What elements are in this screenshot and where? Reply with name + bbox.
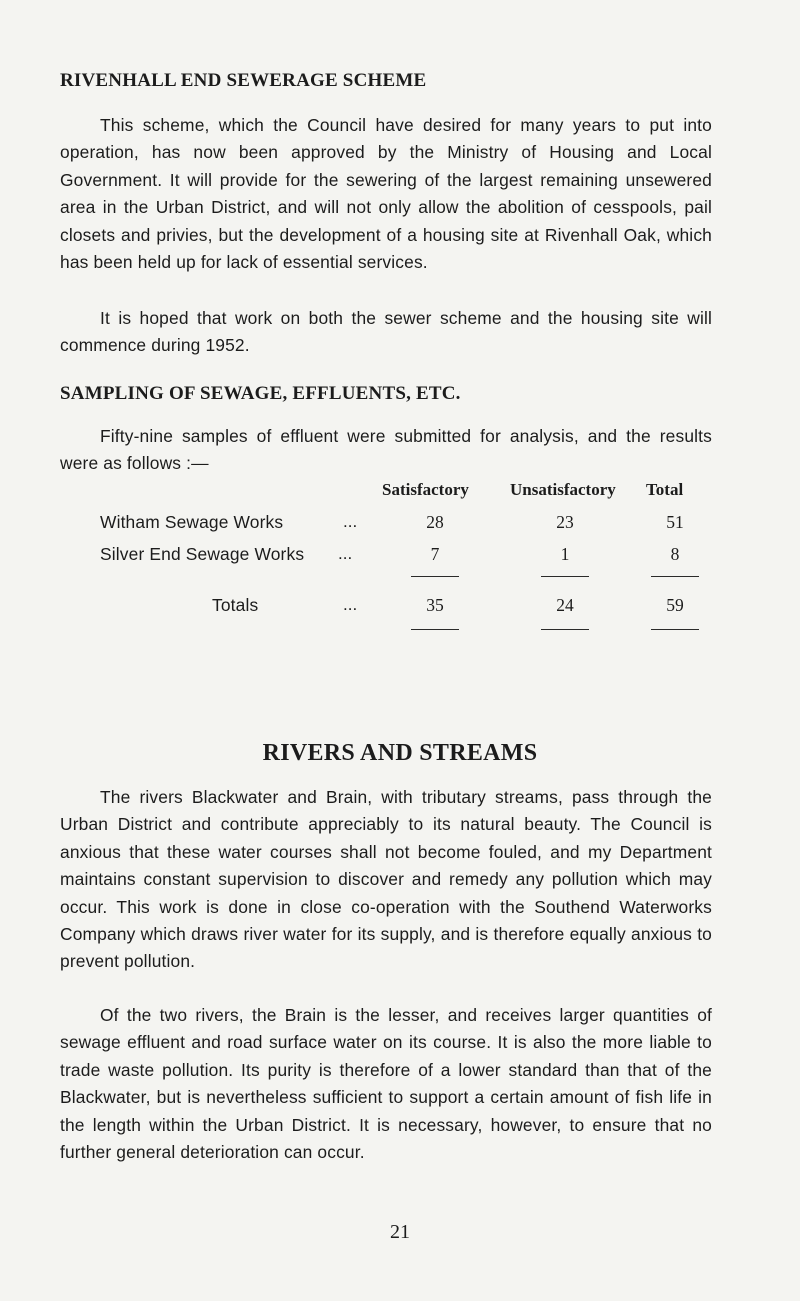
paragraph-rivenhall-1: This scheme, which the Council have desired for many years to put into operation, has now been approved by the Ministry of Housing and Local Government. It will provide for the sewering of the largest remaining unsewered area in the Urban District, and will not only allow the abolition of cesspools, pail closets and privies, but the development of a housing site at Rivenhall Oak, which has been held up for lack of essential services. <box>60 115 712 273</box>
rule-total-top <box>651 576 699 577</box>
rule-satisfactory-top <box>411 576 459 577</box>
rule-unsatisfactory-bottom <box>541 629 589 630</box>
row-label-silver-end: Silver End Sewage Works <box>100 544 305 564</box>
paragraph-rivers-1: The rivers Blackwater and Brain, with tributary streams, pass through the Urban District and contribute appreciably to its natural beauty. The Council is anxious that these water courses shall not become fouled, and my Department maintains constant supervision to discover and remedy any pollution which may occur. This work is done in close co-operation with the Southend Waterworks Company which draws river water for its supply, and is therefore equally anxious to prevent pollution. <box>60 787 712 972</box>
heading-rivenhall-sewerage: RIVENHALL END SEWERAGE SCHEME <box>60 70 427 91</box>
cell-totals-total: 59 <box>666 595 684 615</box>
cell-silver-end-satisfactory: 7 <box>430 544 440 564</box>
row-leader-silver-end: ... <box>338 544 353 563</box>
column-header-total: Total <box>646 480 684 499</box>
cell-witham-total: 51 <box>666 512 684 532</box>
cell-totals-satisfactory: 35 <box>426 595 444 615</box>
cell-silver-end-unsatisfactory: 1 <box>560 544 570 564</box>
page-number: 21 <box>390 1221 410 1243</box>
paragraph-sampling-intro: Fifty-nine samples of effluent were submitted for analysis, and the results were as follows :— <box>60 426 712 474</box>
column-header-satisfactory: Satisfactory <box>382 480 469 499</box>
paragraph-rivenhall-2: It is hoped that work on both the sewer scheme and the housing site will commence during 1952. <box>60 308 712 356</box>
row-leader-witham: ... <box>343 512 358 531</box>
row-label-witham: Witham Sewage Works <box>100 512 284 532</box>
cell-witham-satisfactory: 28 <box>426 512 444 532</box>
cell-totals-unsatisfactory: 24 <box>556 595 574 615</box>
heading-rivers-and-streams: RIVERS AND STREAMS <box>262 740 538 766</box>
column-header-unsatisfactory: Unsatisfactory <box>510 480 616 499</box>
rule-total-bottom <box>651 629 699 630</box>
rule-satisfactory-bottom <box>411 629 459 630</box>
paragraph-rivers-2: Of the two rivers, the Brain is the lesser, and receives larger quantities of sewage effluent and road surface water on its course. It is also the more liable to trade waste pollution. Its purity is therefore of a lower standard than that of the Blackwater, but is nevertheless sufficient to support a certain amount of fish life in the length within the Urban District. It is necessary, however, to ensure that no further general deterioration can occur. <box>60 1005 712 1163</box>
cell-silver-end-total: 8 <box>670 544 680 564</box>
row-label-totals: Totals <box>212 595 259 615</box>
rule-unsatisfactory-top <box>541 576 589 577</box>
row-leader-totals: ... <box>343 595 358 614</box>
cell-witham-unsatisfactory: 23 <box>556 512 574 532</box>
heading-sampling: SAMPLING OF SEWAGE, EFFLUENTS, ETC. <box>60 383 461 404</box>
